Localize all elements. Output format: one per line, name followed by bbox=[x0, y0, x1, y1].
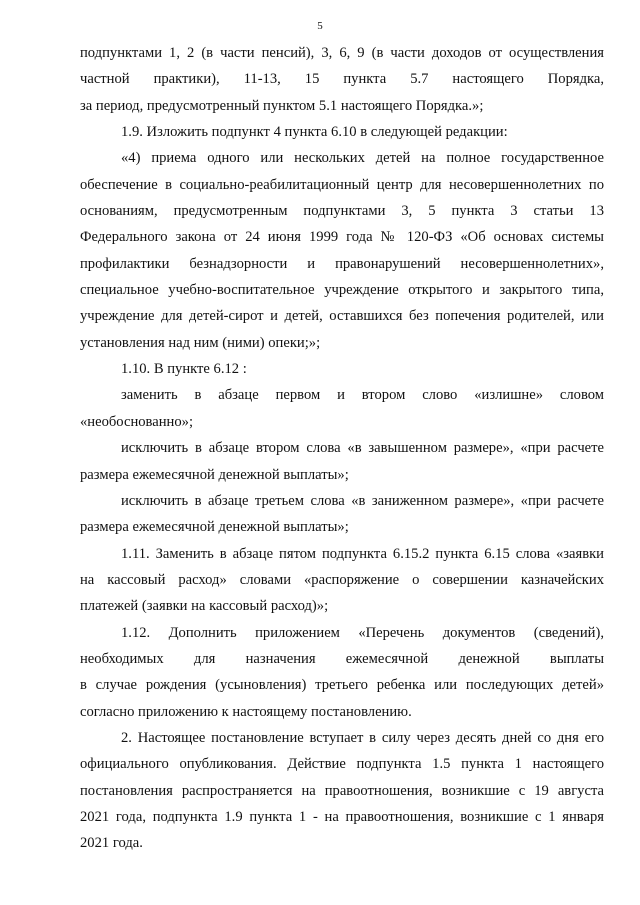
text-line: основаниям, предусмотренным подпунктами 3, 5 пункта 3 статьи 13 bbox=[80, 203, 604, 220]
text-line: 2021 года, подпункта 1.9 пункта 1 - на правоотношения, возникшие с 1 января bbox=[80, 808, 604, 825]
text-line: платежей (заявки на кассовый расход)»; bbox=[80, 598, 329, 615]
text-line: исключить в абзаце втором слова «в завышенном размере», «при расчете bbox=[121, 440, 604, 457]
text-line: на кассовый расход» словами «распоряжение о совершении казначейских bbox=[80, 571, 604, 588]
text-line: учреждение для детей-сирот и детей, оставшихся без попечения родителей, или bbox=[80, 308, 604, 325]
text-line: 1.12. Дополнить приложением «Перечень документов (сведений), bbox=[121, 624, 604, 641]
page-number: 5 bbox=[317, 20, 323, 32]
text-line: размера ежемесячной денежной выплаты»; bbox=[80, 519, 349, 536]
text-line: обеспечение в социально-реабилитационный центр для несовершеннолетних по bbox=[80, 176, 604, 193]
text-line: 2. Настоящее постановление вступает в силу через десять дней со дня его bbox=[121, 729, 604, 746]
text-line: исключить в абзаце третьем слова «в заниженном размере», «при расчете bbox=[121, 492, 604, 509]
text-line: официального опубликования. Действие подпункта 1.5 пункта 1 настоящего bbox=[80, 756, 604, 773]
text-line: «необоснованно»; bbox=[80, 413, 193, 430]
text-line: частной практики), 11-13, 15 пункта 5.7 настоящего Порядка, bbox=[80, 71, 604, 88]
text-line: профилактики безнадзорности и правонарушений несовершеннолетних», bbox=[80, 255, 604, 272]
document-body bbox=[80, 40, 604, 857]
text-line: подпунктами 1, 2 (в части пенсий), 3, 6, 9 (в части доходов от осуществления bbox=[80, 45, 604, 61]
text-line: Федерального закона от 24 июня 1999 года № 120-ФЗ «Об основах системы bbox=[80, 229, 604, 246]
text-line: постановления распространяется на правоотношения, возникшие с 19 августа bbox=[80, 782, 604, 799]
text-line: 1.9. Изложить подпункт 4 пункта 6.10 в следующей редакции: bbox=[121, 124, 508, 141]
text-line: 1.11. Заменить в абзаце пятом подпункта 6.15.2 пункта 6.15 слова «заявки bbox=[121, 545, 604, 562]
text-line: за период, предусмотренный пунктом 5.1 настоящего Порядка.»; bbox=[80, 97, 484, 114]
text-line: согласно приложению к настоящему постановлению. bbox=[80, 703, 412, 720]
text-line: специальное учебно-воспитательное учреждение открытого и закрытого типа, bbox=[80, 282, 604, 299]
text-line: заменить в абзаце первом и втором слово «излишне» словом bbox=[121, 387, 604, 404]
text-line: 1.10. В пункте 6.12 : bbox=[121, 361, 247, 378]
text-line: размера ежемесячной денежной выплаты»; bbox=[80, 466, 349, 483]
text-line: установления над ним (ними) опеки;»; bbox=[80, 334, 321, 351]
text-line: необходимых для назначения ежемесячной денежной выплаты bbox=[80, 650, 604, 667]
text-line: 2021 года. bbox=[80, 835, 143, 852]
text-line: в случае рождения (усыновления) третьего ребенка или последующих детей» bbox=[80, 677, 604, 694]
text-line: «4) приема одного или нескольких детей на полное государственное bbox=[121, 150, 604, 167]
